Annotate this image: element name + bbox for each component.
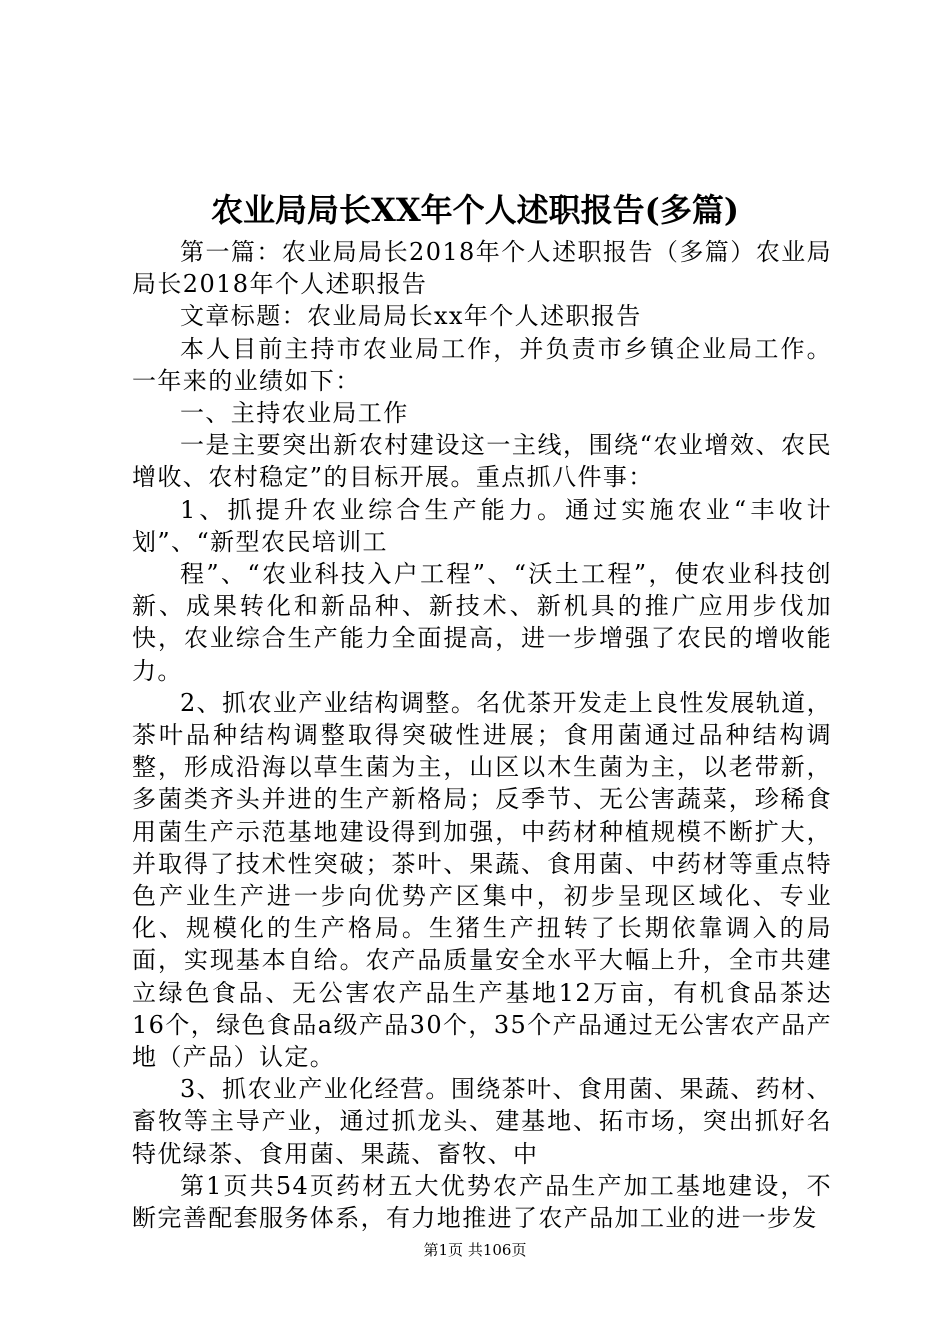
- document-title: 农业局局长XX年个人述职报告(多篇): [211, 191, 739, 229]
- paragraph-article-title: 文章标题：农业局局长xx年个人述职报告: [180, 302, 642, 331]
- paragraph-item-1-cont: 程”、“农业科技入户工程”、“沃土工程”，使农业科技创新、成果转化和新品种、新技术、新机具的推广应用步伐加快，农业综合生产能力全面提高，进一步增强了农民的增收能力。: [132, 560, 832, 685]
- page-footer: 第1页 共106页: [423, 1241, 527, 1259]
- paragraph-item-3-cont: 第1页共54页药材五大优势农产品生产加工基地建设，不断完善配套服务体系，有力地推进了农产品加工业的进一步发: [132, 1171, 832, 1233]
- paragraph-intro: 本人目前主持市农业局工作，并负责市乡镇企业局工作。一年来的业绩如下：: [132, 334, 832, 395]
- document-body: [132, 236, 832, 1234]
- paragraph-item-2: 2、抓农业产业结构调整。名优茶开发走上良性发展轨道，茶叶品种结构调整取得突破性进展；食用菌通过品种结构调整，形成沿海以草生菌为主，山区以木生菌为主，以老带新，多菌类齐头并进的生产新格局；反季节、无公害蔬菜，珍稀食用菌生产示范基地建设得到加强，中药材种植规模不断扩大，并取得了技术性突破；茶叶、果蔬、食用菌、中药材等重点特色产业生产进一步向优势产区集中，初步呈现区域化、专业化、规模化的生产格局。生猪生产扭转了长期依靠调入的局面，实现基本自给。农产品质量安全水平大幅上升，全市共建立绿色食品、无公害农产品生产基地12万亩，有机食品茶达16个，绿色食品a级产品30个，35个产品通过无公害农产品产地（产品）认定。: [132, 688, 832, 1072]
- paragraph-main-line: 一是主要突出新农村建设这一主线，围绕“农业增效、农民增收、农村稳定”的目标开展。重点抓八件事：: [132, 431, 832, 492]
- paragraph-item-3: 3、抓农业产业化经营。围绕茶叶、食用菌、果蔬、药材、畜牧等主导产业，通过抓龙头、建基地、拓市场，突出抓好名特优绿茶、食用菌、果蔬、畜牧、中: [132, 1075, 832, 1168]
- paragraph-item-1-start: 1、抓提升农业综合生产能力。通过实施农业“丰收计划”、“新型农民培训工: [132, 495, 832, 556]
- paragraph-first-article-heading: 第一篇：农业局局长2018年个人述职报告（多篇）农业局局长2018年个人述职报告: [132, 238, 832, 299]
- paragraph-section-heading: 一、主持农业局工作: [180, 399, 409, 428]
